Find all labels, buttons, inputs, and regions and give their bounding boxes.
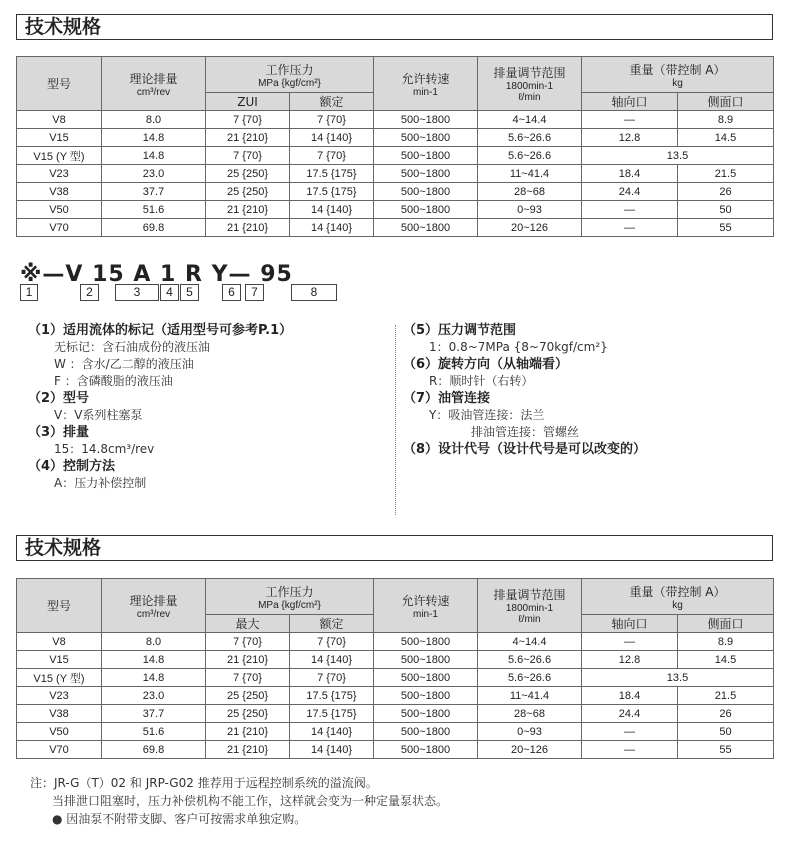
cell-speed: 500~1800 [374,633,478,651]
table-row [17,147,774,165]
cell-disp: 8.0 [102,633,206,651]
desc-item: 15：14.8cm³/rev [54,442,155,456]
table-row [17,201,774,219]
code-box-4: 4 [160,284,179,301]
cell-range: 28~68 [478,183,582,201]
cell-speed: 500~1800 [374,147,478,165]
code-box-3: 3 [115,284,159,301]
cell-prated: 14 {140} [290,219,374,237]
cell-prated: 7 {70} [290,633,374,651]
cell-pmax: 7 {70} [206,147,290,165]
table-row [17,219,774,237]
col-weight: 重量（带控制 A） kg [582,57,774,93]
col-speed: 允许转速 min-1 [374,579,478,633]
cell-pmax: 7 {70} [206,111,290,129]
cell-range: 4~14.4 [478,111,582,129]
cell-speed: 500~1800 [374,183,478,201]
cell-prated: 17.5 {175} [290,687,374,705]
col-pressure-max: ZUI [206,93,290,111]
code-box-5: 5 [180,284,199,301]
cell-pmax: 25 {250} [206,687,290,705]
desc-heading: （7）油管连接 [403,391,491,406]
cell-disp: 14.8 [102,651,206,669]
cell-w-side: 50 [678,723,774,741]
cell-prated: 17.5 {175} [290,165,374,183]
cell-model: V15 [17,651,102,669]
col-disp: 理论排量 cm³/rev [102,579,206,633]
cell-w-side: 50 [678,201,774,219]
cell-disp: 51.6 [102,723,206,741]
table-row [17,111,774,129]
cell-weight: 13.5 [582,147,774,165]
col-pressure: 工作压力 MPa {kgf/cm²} [206,57,374,93]
cell-range: 11~41.4 [478,687,582,705]
cell-speed: 500~1800 [374,741,478,759]
cell-w-axial: 18.4 [582,687,678,705]
table-row [17,633,774,651]
cell-range: 5.6~26.6 [478,129,582,147]
col-weight: 重量（带控制 A） kg [582,579,774,615]
cell-range: 28~68 [478,705,582,723]
table-row [17,687,774,705]
cell-w-axial: 18.4 [582,165,678,183]
cell-pmax: 7 {70} [206,669,290,687]
cell-speed: 500~1800 [374,723,478,741]
cell-model: V23 [17,165,102,183]
cell-w-axial: — [582,201,678,219]
cell-range: 4~14.4 [478,633,582,651]
cell-w-side: 8.9 [678,633,774,651]
model-code: ※—V 15 A 1 R Y— 95 [20,262,293,287]
cell-speed: 500~1800 [374,651,478,669]
note-line-3: ● 因油泵不附带支脚、客户可按需求单独定购。 [52,812,307,826]
section-title-1: 技术规格 [16,14,773,40]
cell-speed: 500~1800 [374,219,478,237]
desc-item: R：顺时针（右转） [429,374,534,388]
table-row [17,183,774,201]
section-title-2: 技术规格 [16,535,773,561]
note-line-1: 注：JR-G（T）02 和 JRP-G02 推荐用于远程控制系统的溢流阀。 [30,776,378,790]
cell-pmax: 25 {250} [206,705,290,723]
cell-model: V70 [17,219,102,237]
code-box-7: 7 [245,284,264,301]
cell-speed: 500~1800 [374,129,478,147]
desc-heading: （4）控制方法 [28,459,116,474]
table-row [17,741,774,759]
code-box-1: 1 [20,284,38,301]
cell-pmax: 21 {210} [206,741,290,759]
col-pressure: 工作压力 MPa {kgf/cm²} [206,579,374,615]
cell-w-side: 26 [678,705,774,723]
desc-heading: （2）型号 [28,391,90,406]
cell-w-side: 14.5 [678,651,774,669]
cell-w-side: 21.5 [678,687,774,705]
cell-w-side: 55 [678,219,774,237]
col-pressure-rated: 额定 [290,93,374,111]
cell-w-side: 8.9 [678,111,774,129]
cell-range: 20~126 [478,741,582,759]
col-model: 型号 [17,579,102,633]
cell-prated: 14 {140} [290,651,374,669]
col-range: 排量调节范围 1800min-1 ℓ/min [478,579,582,633]
cell-pmax: 25 {250} [206,183,290,201]
spec-table-1 [16,56,774,237]
cell-prated: 7 {70} [290,147,374,165]
cell-prated: 7 {70} [290,669,374,687]
col-disp: 理论排量 cm³/rev [102,57,206,111]
cell-pmax: 25 {250} [206,165,290,183]
cell-model: V8 [17,111,102,129]
cell-w-side: 55 [678,741,774,759]
cell-range: 0~93 [478,201,582,219]
cell-disp: 51.6 [102,201,206,219]
cell-pmax: 21 {210} [206,201,290,219]
code-description-left [28,322,292,492]
cell-pmax: 21 {210} [206,723,290,741]
cell-prated: 7 {70} [290,111,374,129]
cell-model: V50 [17,201,102,219]
desc-item: A：压力补偿控制 [54,476,147,490]
cell-disp: 69.8 [102,219,206,237]
cell-range: 0~93 [478,723,582,741]
table-row [17,669,774,687]
cell-w-axial: — [582,219,678,237]
cell-speed: 500~1800 [374,705,478,723]
desc-item: 1：0.8~7MPa {8~70kgf/cm²} [429,340,608,354]
desc-item: W ：含水/乙二醇的液压油 [54,357,194,371]
col-range: 排量调节范围 1800min-1 ℓ/min [478,57,582,111]
cell-disp: 14.8 [102,129,206,147]
col-pressure-rated: 额定 [290,615,374,633]
table-row [17,165,774,183]
desc-heading: （6）旋转方向（从轴端看） [403,357,569,372]
col-speed: 允许转速 min-1 [374,57,478,111]
cell-pmax: 21 {210} [206,651,290,669]
cell-speed: 500~1800 [374,165,478,183]
desc-item: V：V系列柱塞泵 [54,408,143,422]
desc-heading: （5）压力调节范围 [403,323,517,338]
cell-model: V15 [17,129,102,147]
cell-model: V38 [17,183,102,201]
cell-model: V15 (Y 型) [17,147,102,165]
cell-prated: 14 {140} [290,741,374,759]
cell-pmax: 21 {210} [206,129,290,147]
spec-table-2 [16,578,774,759]
desc-item: Y：吸油管连接：法兰 [429,408,545,422]
cell-speed: 500~1800 [374,669,478,687]
cell-disp: 69.8 [102,741,206,759]
notes [30,774,448,828]
cell-w-axial: 24.4 [582,183,678,201]
desc-heading: （3）排量 [28,425,90,440]
desc-item: 排油管连接：管螺丝 [471,425,580,439]
cell-model: V50 [17,723,102,741]
cell-prated: 14 {140} [290,129,374,147]
cell-range: 5.6~26.6 [478,147,582,165]
divider [395,325,396,515]
cell-w-axial: 24.4 [582,705,678,723]
cell-disp: 23.0 [102,165,206,183]
cell-model: V23 [17,687,102,705]
note-line-2: 当排泄口阻塞时，压力补偿机构不能工作，这样就会变为一种定量泵状态。 [52,794,449,808]
code-box-6: 6 [222,284,241,301]
cell-w-axial: 12.8 [582,651,678,669]
col-pressure-max: 最大 [206,615,290,633]
cell-prated: 14 {140} [290,723,374,741]
cell-w-axial: — [582,111,678,129]
col-model: 型号 [17,57,102,111]
cell-prated: 17.5 {175} [290,705,374,723]
cell-prated: 17.5 {175} [290,183,374,201]
cell-disp: 37.7 [102,183,206,201]
cell-disp: 23.0 [102,687,206,705]
cell-disp: 14.8 [102,147,206,165]
cell-prated: 14 {140} [290,201,374,219]
cell-disp: 14.8 [102,669,206,687]
cell-speed: 500~1800 [374,201,478,219]
cell-w-axial: 12.8 [582,129,678,147]
cell-w-axial: — [582,723,678,741]
col-weight-axial: 轴向口 [582,615,678,633]
desc-heading: （1）适用流体的标记（适用型号可参考P.1） [28,323,293,338]
table-row [17,705,774,723]
cell-w-side: 21.5 [678,165,774,183]
table-row [17,651,774,669]
col-weight-axial: 轴向口 [582,93,678,111]
code-box-8: 8 [291,284,337,301]
cell-pmax: 21 {210} [206,219,290,237]
cell-range: 5.6~26.6 [478,669,582,687]
cell-model: V15 (Y 型) [17,669,102,687]
cell-weight: 13.5 [582,669,774,687]
cell-speed: 500~1800 [374,111,478,129]
cell-range: 20~126 [478,219,582,237]
cell-speed: 500~1800 [374,687,478,705]
code-box-2: 2 [80,284,99,301]
code-description-right [403,322,646,458]
cell-w-axial: — [582,633,678,651]
desc-heading: （8）设计代号（设计代号是可以改变的） [403,442,647,457]
col-weight-side: 侧面口 [678,93,774,111]
cell-disp: 8.0 [102,111,206,129]
cell-w-axial: — [582,741,678,759]
cell-model: V70 [17,741,102,759]
cell-model: V8 [17,633,102,651]
col-weight-side: 侧面口 [678,615,774,633]
table-row [17,723,774,741]
cell-pmax: 7 {70} [206,633,290,651]
desc-item: F ：含磷酸脂的液压油 [54,374,173,388]
cell-w-side: 14.5 [678,129,774,147]
cell-range: 5.6~26.6 [478,651,582,669]
cell-range: 11~41.4 [478,165,582,183]
cell-disp: 37.7 [102,705,206,723]
table-row [17,129,774,147]
desc-item: 无标记：含石油成份的液压油 [54,340,211,354]
cell-w-side: 26 [678,183,774,201]
cell-model: V38 [17,705,102,723]
